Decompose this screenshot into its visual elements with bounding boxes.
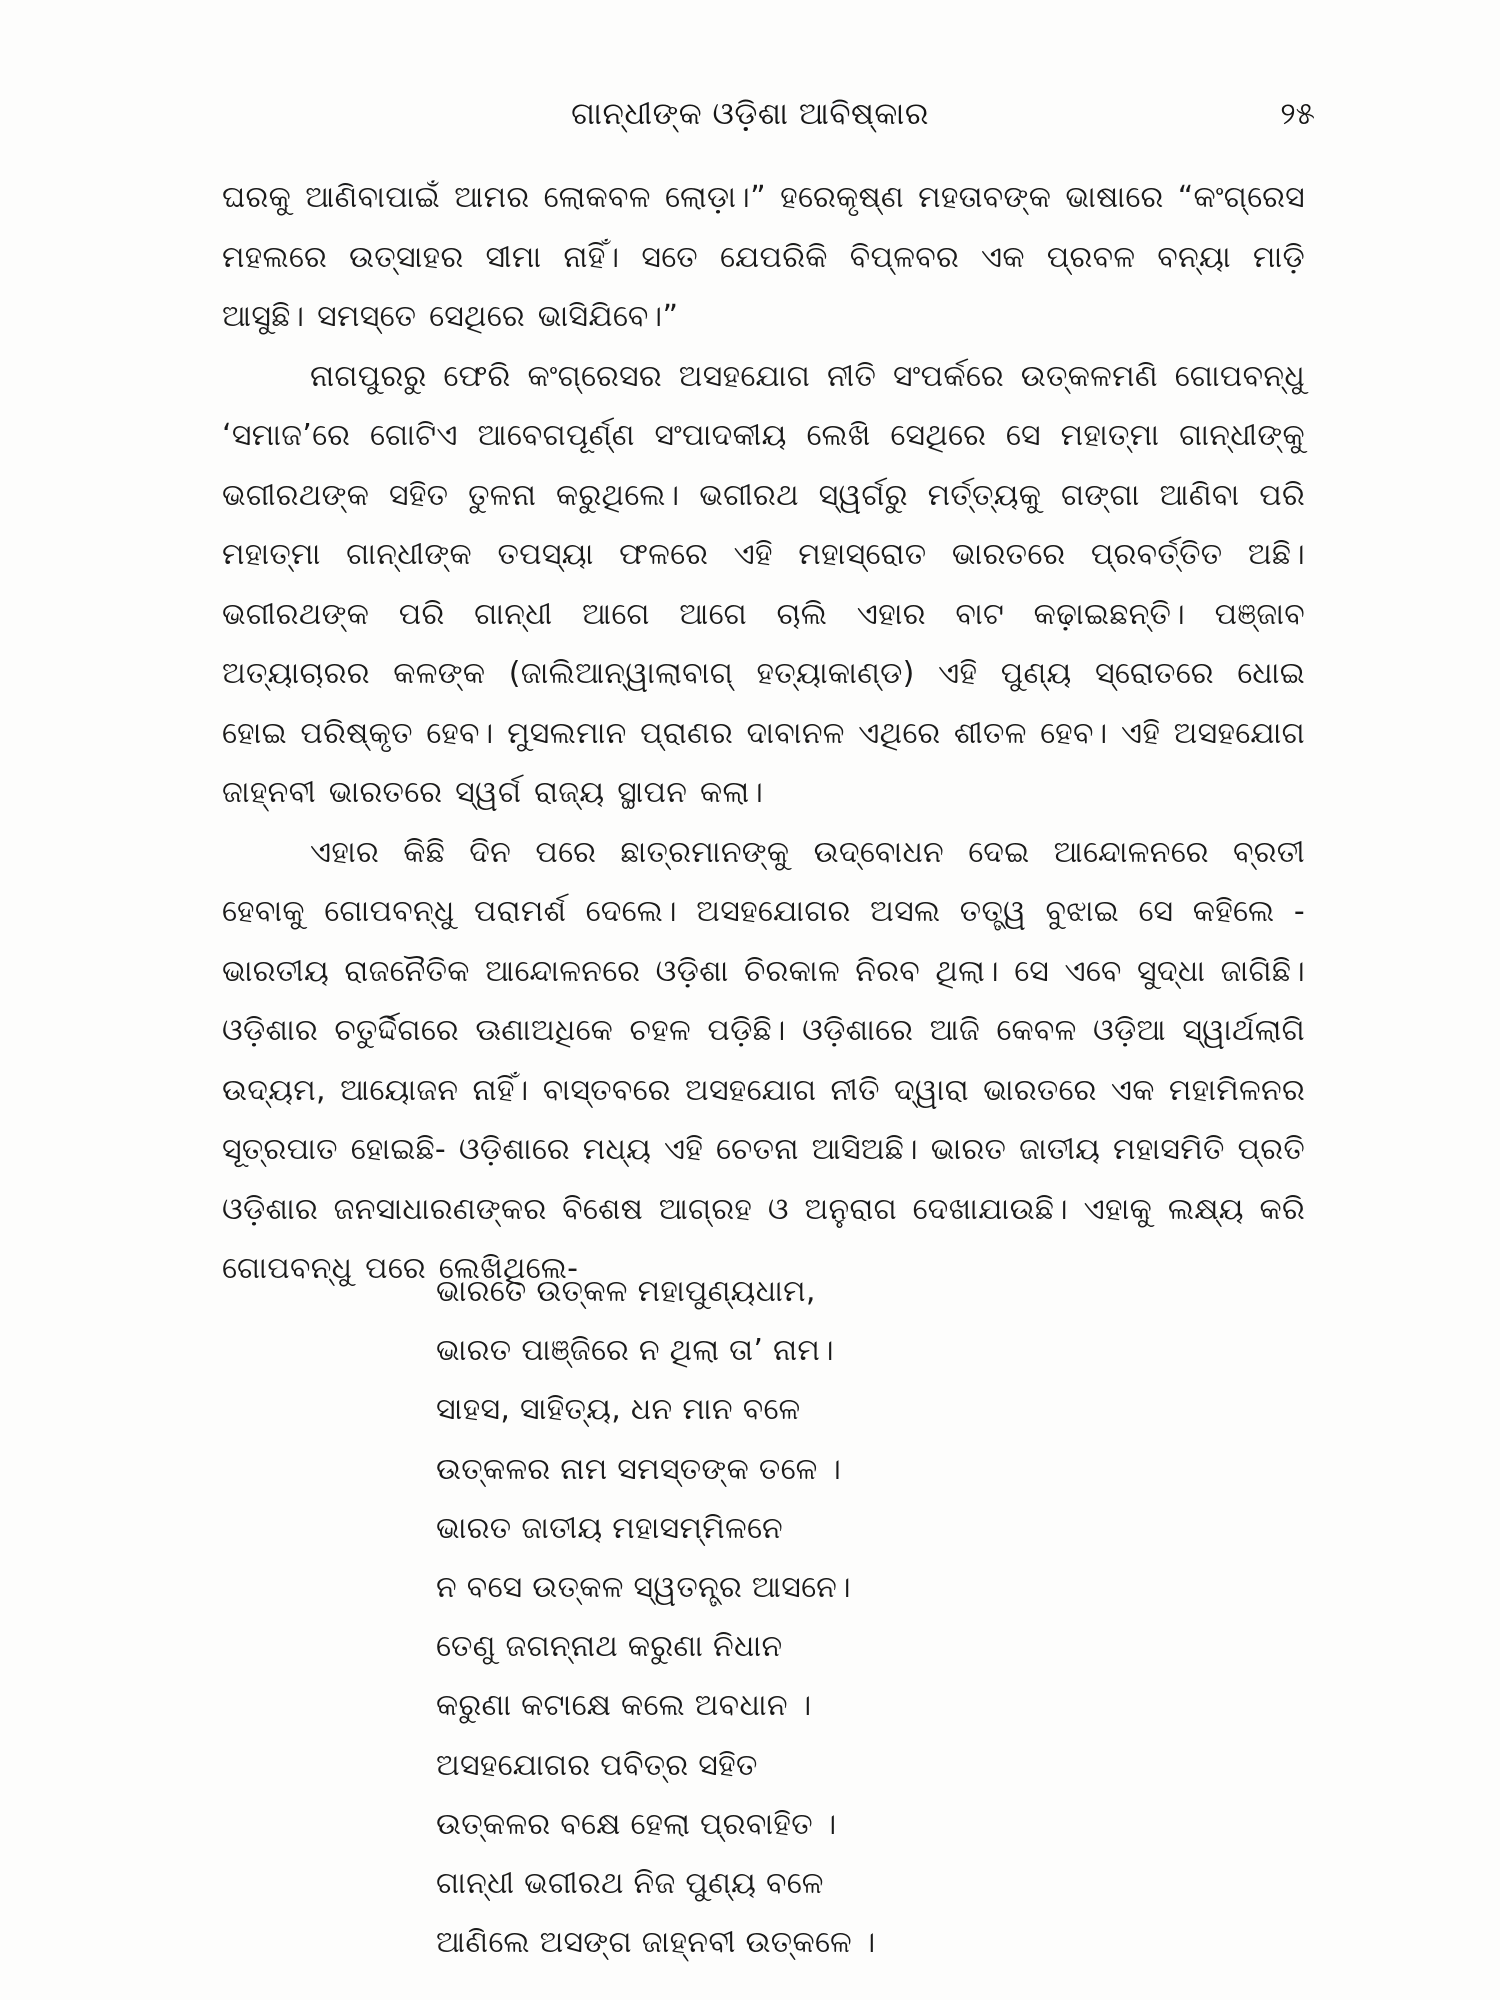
poem-line: ନ ବସେ ଉତ୍କଳ ସ୍ୱତନ୍ତ୍ର ଆସନେ। xyxy=(436,1570,851,1606)
body-text xyxy=(222,168,1305,1299)
poem-line: ତେଣୁ ଜଗନ୍ନାଥ କରୁଣା ନିଧାନ xyxy=(436,1629,783,1665)
poem-line: ଭାରତ ପାଞ୍ଜିରେ ନ ଥିଲା ତା’ ନାମ। xyxy=(436,1333,834,1369)
poem-line: ଭାରତେ ଉତ୍କଳ ମହାପୁଣ୍ୟଧାମ, xyxy=(436,1274,816,1309)
running-title: ଗାନ୍ଧୀଙ୍କ ଓଡ଼ିଶା ଆବିଷ୍କାର xyxy=(571,96,929,132)
poem-line: କରୁଣା କଟାକ୍ଷେ କଲେ ଅବଧାନ । xyxy=(436,1688,812,1724)
poem-line: ସାହସ, ସାହିତ୍ୟ, ଧନ ମାନ ବଳେ xyxy=(436,1392,801,1428)
paragraph-continued: ଘରକୁ ଆଣିବାପାଇଁ ଆମର ଲୋକବଳ ଲୋଡ଼ା।” ହରେକୃଷ୍ଣ ମହତାବଙ୍କ ଭାଷାରେ “କଂଗ୍ରେସ ମହଲରେ ଉତ୍ସାହର ସୀମା ନାହିଁ। ସତେ ଯେପରିକି ବିପ୍ଳବର ଏକ ପ୍ରବଳ ବନ୍ୟା ମାଡ଼ି ଆସୁଛି। ସମସ୍ତେ ସେଥିରେ ଭାସିଯିବେ।” xyxy=(222,180,1305,334)
poem-line: ଉତ୍କଳର ବକ୍ଷେ ହେଲା ପ୍ରବାହିତ । xyxy=(436,1806,837,1842)
paragraph-samaj-editorial: ନାଗପୁରରୁ ଫେରି କଂଗ୍ରେସର ଅସହଯୋଗ ନୀତି ସଂପର୍କରେ ଉତ୍କଳମଣି ଗୋପବନ୍ଧୁ ‘ସମାଜ’ରେ ଗୋଟିଏ ଆବେଗପୂର୍ଣ୍ଣ ସଂପାଦକୀୟ ଲେଖି ସେଥିରେ ସେ ମହାତ୍ମା ଗାନ୍ଧୀଙ୍କୁ ଭଗୀରଥଙ୍କ ସହିତ ତୁଳନା କରୁଥିଲେ। ଭଗୀରଥ ସ୍ୱର୍ଗରୁ ମର୍ତ୍ତ୍ୟକୁ ଗଙ୍ଗା ଆଣିବା ପରି ମହାତ୍ମା ଗାନ୍ଧୀଙ୍କ ତପସ୍ୟା ଫଳରେ ଏହି ମହାସ୍ରୋତ ଭାରତରେ ପ୍ରବର୍ତ୍ତିତ ଅଛି। ଭଗୀରଥଙ୍କ ପରି ଗାନ୍ଧୀ ଆଗେ ଆଗେ ଚାଲି ଏହାର ବାଟ କଢ଼ାଇଛନ୍ତି। ପଞ୍ଜାବ ଅତ୍ୟାଚାରର କଳଙ୍କ (ଜାଲିଆନ୍‌ୱାଲାବାଗ୍‌ ହତ୍ୟାକାଣ୍ଡ) ଏହି ପୁଣ୍ୟ ସ୍ରୋତରେ ଧୋଇ ହୋଇ ପରିଷ୍କୃତ ହେବ। ମୁସଲମାନ ପ୍ରାଣର ଦାବାନଳ ଏଥିରେ ଶୀତଳ ହେବ। ଏହି ଅସହଯୋଗ ଜାହ୍ନବୀ ଭାରତରେ ସ୍ୱର୍ଗ ରାଜ୍ୟ ସ୍ଥାପନ କଲା। xyxy=(222,358,1305,810)
poem-line: ଉତ୍କଳର ନାମ ସମସ୍ତଙ୍କ ତଳେ । xyxy=(436,1451,842,1487)
paragraph-students-address: ଏହାର କିଛି ଦିନ ପରେ ଛାତ୍ରମାନଙ୍କୁ ଉଦ୍‌ବୋଧନ ଦେଇ ଆନ୍ଦୋଳନରେ ବ୍ରତୀ ହେବାକୁ ଗୋପବନ୍ଧୁ ପରାମର୍ଶ ଦେଲେ। ଅସହଯୋଗର ଅସଲ ତତ୍ତ୍ୱ ବୁଝାଇ ସେ କହିଲେ - ଭାରତୀୟ ରାଜନୈତିକ ଆନ୍ଦୋଳନରେ ଓଡ଼ିଶା ଚିରକାଳ ନିରବ ଥିଲା। ସେ ଏବେ ସୁଦ୍ଧା ଜାଗିଛି। ଓଡ଼ିଶାର ଚତୁର୍ଦ୍ଦିଗରେ ଊଣାଅଧିକେ ଚହଳ ପଡ଼ିଛି। ଓଡ଼ିଶାରେ ଆଜି କେବଳ ଓଡ଼ିଆ ସ୍ୱାର୍ଥଲାଗି ଉଦ୍ୟମ, ଆୟୋଜନ ନାହିଁ। ବାସ୍ତବରେ ଅସହଯୋଗ ନୀତି ଦ୍ୱାରା ଭାରତରେ ଏକ ମହାମିଳନର ସୂତ୍ରପାତ ହୋଇଛି- ଓଡ଼ିଶାରେ ମଧ୍ୟ ଏହି ଚେତନା ଆସିଅଛି। ଭାରତ ଜାତୀୟ ମହାସମିତି ପ୍ରତି ଓଡ଼ିଶାର ଜନସାଧାରଣଙ୍କର ବିଶେଷ ଆଗ୍ରହ ଓ ଅନୁରାଗ ଦେଖାଯାଉଛି। ଏହାକୁ ଲକ୍ଷ୍ୟ କରି ଗୋପବନ୍ଧୁ ପରେ ଲେଖିଥିଲେ- xyxy=(222,834,1306,1286)
poem-quotation xyxy=(436,1262,1136,1972)
poem-line: ଅସହଯୋଗର ପବିତ୍ର ସହିତ xyxy=(436,1747,758,1783)
poem-line: ଆଣିଲେ ଅସଙ୍ଗ ଜାହ୍ନବୀ ଉତ୍କଳେ । xyxy=(436,1925,876,1961)
poem-line: ଗାନ୍ଧୀ ଭଗୀରଥ ନିଜ ପୁଣ୍ୟ ବଳେ xyxy=(436,1866,824,1902)
running-header xyxy=(0,84,1500,144)
poem-line: ଭାରତ ଜାତୀୟ ମହାସମ୍ମିଳନେ xyxy=(436,1510,783,1546)
page-number: ୨୫ xyxy=(1280,96,1315,132)
